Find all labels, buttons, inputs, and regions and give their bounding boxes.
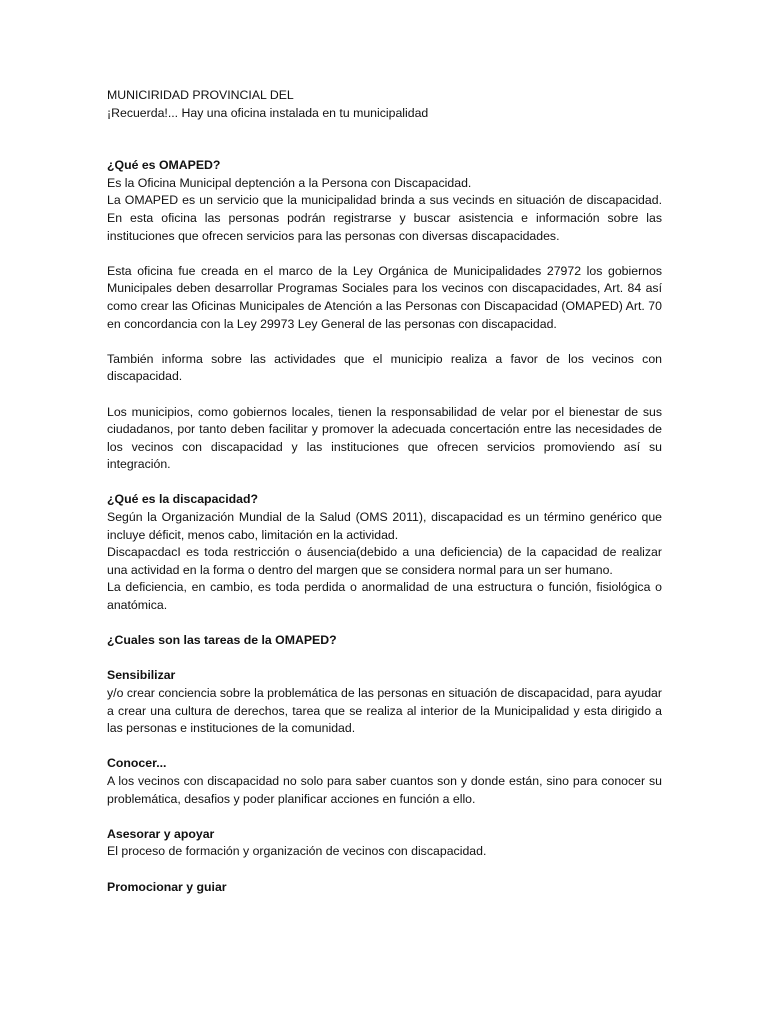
sensibilizar-text: y/o crear conciencia sobre la problemática de las personas en situación de discapacidad, para ayudar a crear una cultura de derechos, tarea que se realiza al interior de la Municipalidad y esta dirigido a las personas e instituciones de la comunidad. <box>107 686 662 736</box>
omaped-paragraph-1: La OMAPED es un servicio que la municipalidad brinda a sus vecinds en situación de discapacidad. En esta oficina las personas podrán registrarse y buscar asistencia e información sobre las instituciones que ofrecen servicios para las personas con diversas discapacidades. <box>107 193 662 243</box>
omaped-paragraph-4: Los municipios, como gobiernos locales, tienen la responsabilidad de velar por el bienestar de sus ciudadanos, por tanto deben facilitar y promover la adecuada concertación entre las necesidades de los vecinos con discapacidad y las instituciones que ofrecen servicios promoviendo así su integración. <box>107 404 662 472</box>
document-header <box>107 87 662 122</box>
heading-que-es-discapacidad: ¿Qué es la discapacidad? <box>107 492 259 507</box>
omaped-paragraph-2: Esta oficina fue creada en el marco de la Ley Orgánica de Municipalidades 27972 los gobiernos Municipales deben desarrollar Programas Sociales para los vecinos con discapacidades, Art. 84 así como crear las Oficinas Municipales de Atención a las Personas con Discapacidad (OMAPED) Art. 70 en concordancia con la Ley 29973 Ley General de las personas con discapacidad. <box>107 263 662 331</box>
document-page <box>107 87 662 896</box>
omaped-paragraph-3: También informa sobre las actividades que el municipio realiza a favor de los vecinos con discapacidad. <box>107 351 662 384</box>
asesorar-text: El proceso de formación y organización de vecinos con discapacidad. <box>107 844 487 859</box>
heading-asesorar: Asesorar y apoyar <box>107 826 215 841</box>
header-line-2: ¡Recuerda!... Hay una oficina instalada en tu municipalidad <box>107 105 429 120</box>
discapacidad-paragraph-3: La deficiencia, en cambio, es toda perdida o anormalidad de una estructura o función, fisiológica o anatómica. <box>107 580 662 613</box>
conocer-text: A los vecinos con discapacidad no solo para saber cuantos son y donde están, sino para conocer su problemática, desafios y poder planificar acciones en función a ello. <box>107 773 662 806</box>
header-line-1: MUNICIRIDAD PROVINCIAL DEL <box>107 88 294 102</box>
section-discapacidad <box>107 491 662 614</box>
discapacidad-paragraph-2: DiscapacdacI es toda restricción o áusencia(debido a una deficiencia) de la capacidad de realizar una actividad en la forma o dentro del margen que se considera normal para un ser humano. <box>107 545 662 577</box>
heading-que-es-omaped: ¿Qué es OMAPED? <box>107 158 221 173</box>
heading-promocionar: Promocionar y guiar <box>107 879 227 894</box>
heading-tareas-omaped: ¿Cuales son las tareas de la OMAPED? <box>107 633 337 648</box>
heading-conocer: Conocer... <box>107 756 167 771</box>
heading-sensibilizar: Sensibilizar <box>107 668 176 683</box>
omaped-intro: Es la Oficina Municipal deptención a la Persona con Discapacidad. <box>107 175 472 190</box>
section-tareas <box>107 632 662 896</box>
discapacidad-paragraph-1: Según la Organización Mundial de la Salud (OMS 2011), discapacidad es un término genérico que incluye déficit, menos cabo, limitación en la actividad. <box>107 510 662 542</box>
section-omaped <box>107 157 662 474</box>
